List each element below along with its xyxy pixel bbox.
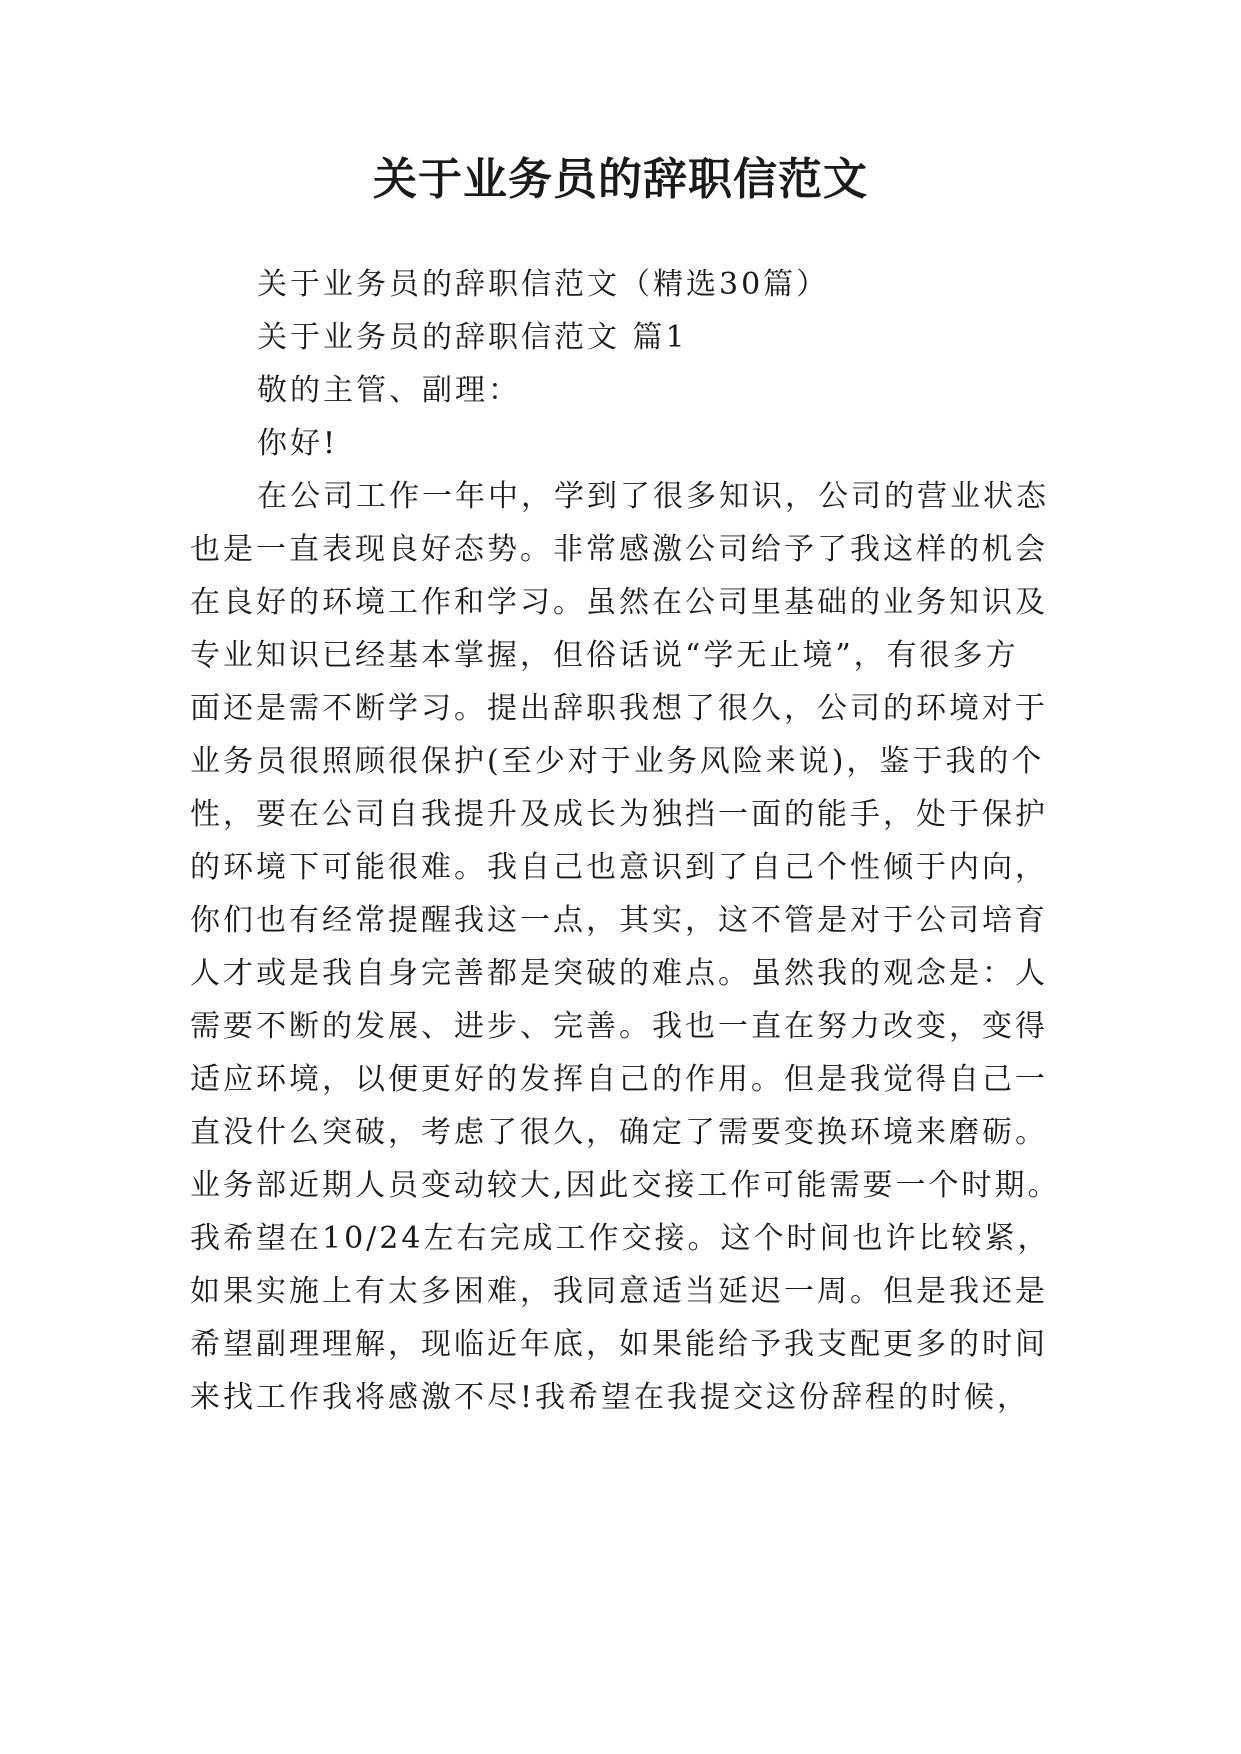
paragraph-line: 专业知识已经基本掌握，但俗话说“学无止境”，有很多方: [190, 638, 1019, 673]
paragraph-line: 性，要在公司自我提升及成长为独挡一面的能手，处于保护: [190, 797, 1048, 832]
paragraph-line: 如果实施上有太多困难，我同意适当延迟一周。但是我还是: [190, 1274, 1048, 1309]
paragraph-line: 你们也有经常提醒我这一点，其实，这不管是对于公司培育: [190, 903, 1048, 938]
paragraph-line: 适应环境，以便更好的发挥自己的作用。但是我觉得自己一: [190, 1062, 1048, 1097]
paragraph-line: 人才或是我自身完善都是突破的难点。虽然我的观念是：人: [190, 956, 1048, 991]
section-heading: 关于业务员的辞职信范文 篇1: [257, 320, 688, 355]
paragraph-line: 需要不断的发展、进步、完善。我也一直在努力改变，变得: [190, 1009, 1048, 1044]
paragraph-line: 我希望在10/24左右完成工作交接。这个时间也许比较紧，: [190, 1221, 1051, 1256]
paragraph-line: 业务部近期人员变动较大,因此交接工作可能需要一个时期。: [190, 1168, 1061, 1203]
paragraph-line: 的环境下可能很难。我自己也意识到了自己个性倾于内向，: [190, 850, 1048, 885]
salutation: 敬的主管、副理：: [257, 373, 521, 408]
document-subtitle: 关于业务员的辞职信范文（精选30篇）: [257, 267, 830, 302]
paragraph-line: 面还是需不断学习。提出辞职我想了很久，公司的环境对于: [190, 691, 1048, 726]
paragraph-line: 在公司工作一年中，学到了很多知识，公司的营业状态: [257, 479, 1049, 514]
greeting: 你好!: [257, 426, 339, 461]
paragraph-line: 在良好的环境工作和学习。虽然在公司里基础的业务知识及: [190, 585, 1048, 620]
document-title: 关于业务员的辞职信范文: [373, 154, 868, 205]
paragraph-line: 直没什么突破，考虑了很久，确定了需要变换环境来磨砺。: [190, 1115, 1048, 1150]
paragraph-line: 业务员很照顾很保护(至少对于业务风险来说)，鉴于我的个: [190, 744, 1045, 779]
paragraph-line: 希望副理理解，现临近年底，如果能给予我支配更多的时间: [190, 1327, 1048, 1362]
paragraph-line: 来找工作我将感激不尽!我希望在我提交这份辞程的时候，: [190, 1380, 1031, 1415]
paragraph-line: 也是一直表现良好态势。非常感激公司给予了我这样的机会: [190, 532, 1048, 567]
